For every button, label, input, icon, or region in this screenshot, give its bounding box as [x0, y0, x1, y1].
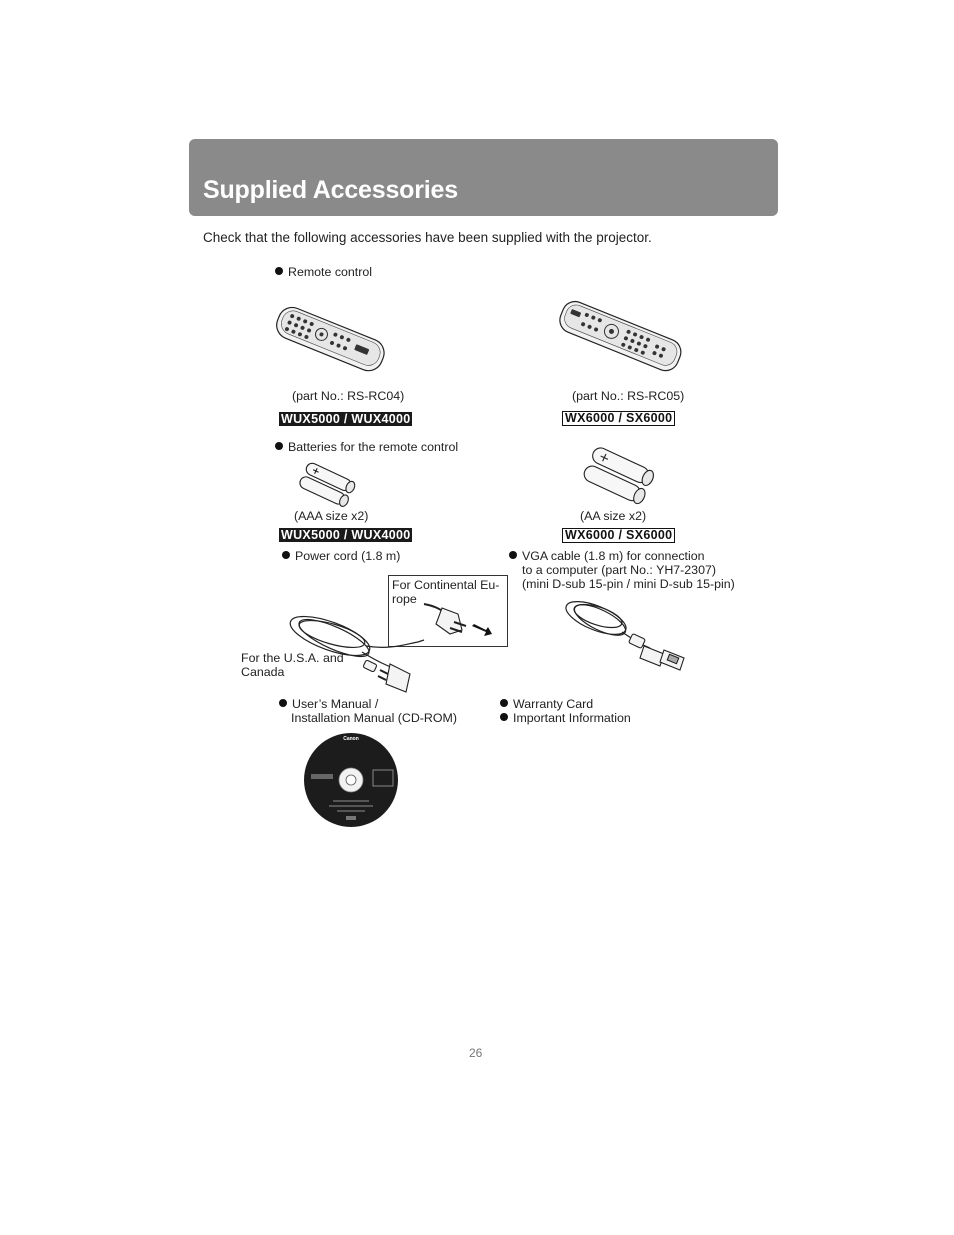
batteries-item	[275, 440, 458, 454]
model-tag-wx: WX6000 / SX6000	[562, 411, 675, 426]
page-number: 26	[469, 1046, 483, 1060]
vga-cable-item	[509, 549, 705, 563]
remote-rc05-part: (part No.: RS-RC05)	[572, 389, 685, 403]
aaa-size-label: (AAA size x2)	[294, 509, 369, 523]
model-tag-wux: WUX5000 / WUX4000	[281, 528, 411, 542]
remote-rc05-illustration	[555, 300, 685, 375]
manual-item	[279, 697, 378, 711]
aa-batteries-illustration	[580, 450, 660, 502]
model-tag-wx: WX6000 / SX6000	[562, 528, 675, 543]
important-info-item	[500, 711, 631, 725]
europe-label-line2: rope	[392, 592, 417, 606]
manual-line2: Installation Manual (CD-ROM)	[291, 711, 457, 725]
intro-text: Check that the following accessories have been supplied with the projector.	[203, 230, 652, 245]
usa-label-line1: For the U.S.A. and	[241, 651, 344, 665]
cd-rom-illustration	[303, 732, 399, 828]
vga-cable-line3: (mini D-sub 15-pin / mini D-sub 15-pin)	[522, 577, 735, 591]
warranty-label: Warranty Card	[513, 697, 594, 711]
power-cord-illustration	[282, 600, 432, 700]
aa-size-label: (AA size x2)	[580, 509, 647, 523]
power-cord-item	[282, 549, 400, 563]
aaa-batteries-illustration	[295, 463, 360, 508]
remote-rc04-part: (part No.: RS-RC04)	[292, 389, 405, 403]
europe-label-line1: For Continental Eu-	[392, 578, 500, 592]
usa-label-line2: Canada	[241, 665, 285, 679]
bullet-icon	[282, 551, 290, 559]
bullet-icon	[509, 551, 517, 559]
remote-control-item	[275, 265, 372, 279]
bullet-icon	[500, 713, 508, 721]
bullet-icon	[279, 699, 287, 707]
remote-control-label: Remote control	[288, 265, 373, 279]
vga-cable-line1: VGA cable (1.8 m) for connection	[522, 549, 705, 563]
batteries-label: Batteries for the remote control	[288, 440, 459, 454]
cd-brand-logo: Canon	[343, 736, 359, 742]
remote-rc04-illustration	[270, 305, 390, 375]
important-info-label: Important Information	[513, 711, 631, 725]
page-title: Supplied Accessories	[203, 176, 458, 204]
vga-cable-line2: to a computer (part No.: YH7-2307)	[522, 563, 716, 577]
bullet-icon	[275, 442, 283, 450]
vga-cable-illustration	[560, 592, 695, 674]
bullet-icon	[275, 267, 283, 275]
bullet-icon	[500, 699, 508, 707]
model-tag-wux: WUX5000 / WUX4000	[281, 412, 411, 426]
europe-plug-illustration	[420, 596, 500, 642]
power-cord-label: Power cord (1.8 m)	[295, 549, 401, 563]
warranty-item	[500, 697, 593, 711]
manual-line1: User’s Manual /	[292, 697, 379, 711]
